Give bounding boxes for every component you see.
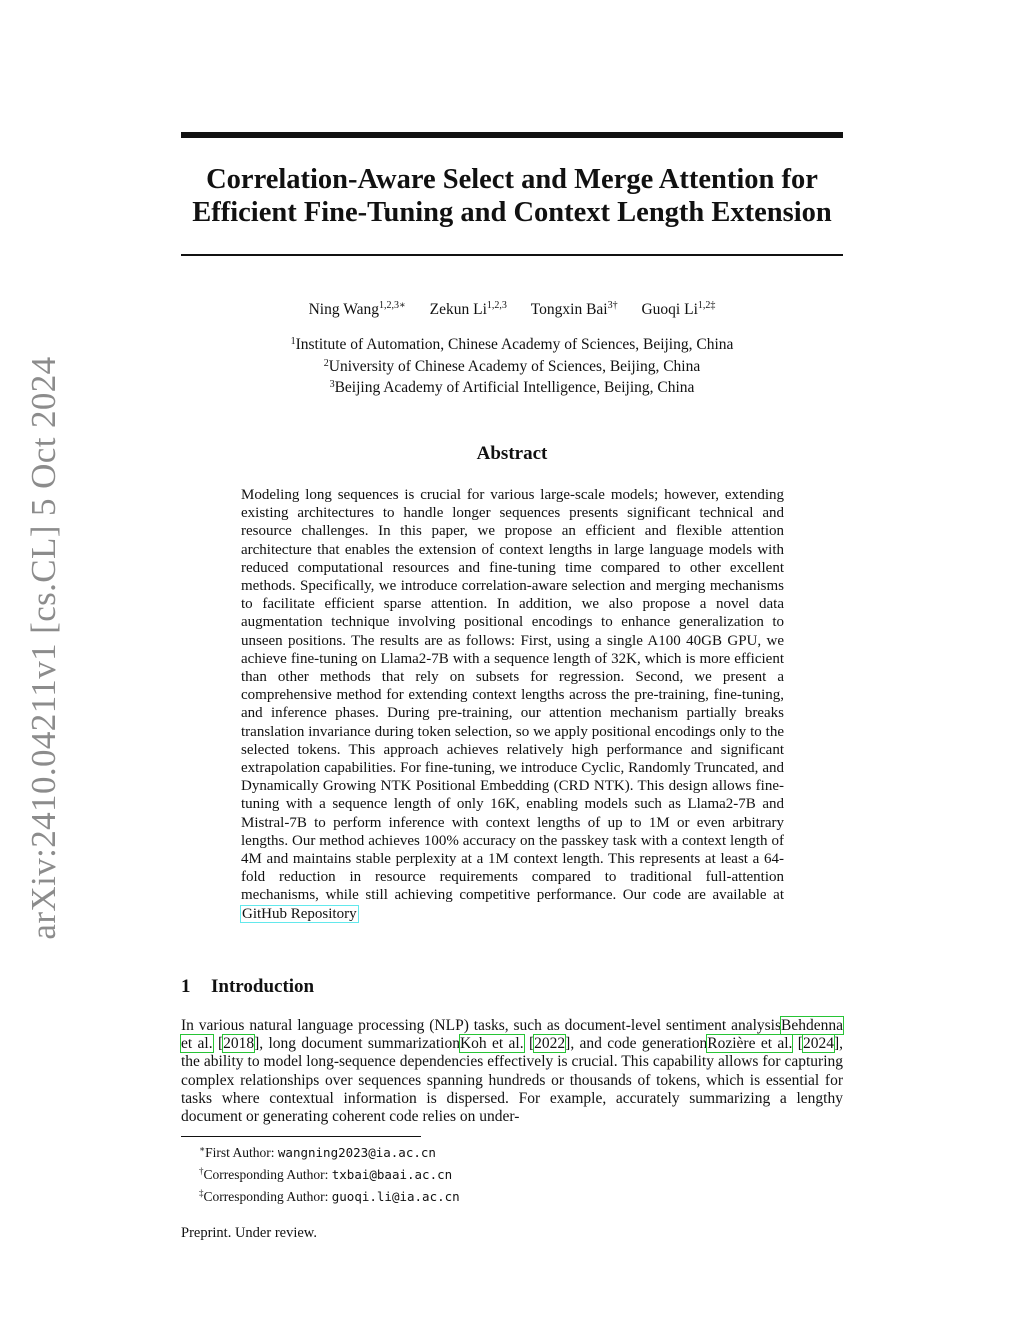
footnote-label: Corresponding Author:	[203, 1189, 329, 1204]
abstract-body-text: Modeling long sequences is crucial for various large-scale models; however, extending existing architectures to handle longer sequences presents significant technical and resource challenges. In this paper, we propose an efficient and flexible attention architecture that enables the extension of context lengths in large language models with reduced computational resources and fine-tuning time compared to other excellent methods. Specifically, we introduce correlation-aware selection and merging mechanisms to facilitate efficient sparse attention. In addition, we also propose a novel data augmentation technique involving positional encodings to enhance generalization to unseen positions. The results are as follows: First, using a single A100 40GB GPU, we achieve fine-tuning on Llama2-7B with a sequence length of 32K, which is more efficient than other methods that rely on subsets for regression. Second, we present a comprehensive method for extending context lengths across the pre-training, fine-tuning, and inference phases. During pre-training, our attention mechanism partially breaks translation invariance during token selection, so we apply positional encodings only to the selected tokens. This approach achieves relatively high performance and significant extrapolation capabilities. For fine-tuning, we introduce Cyclic, Randomly Truncated, and Dynamically Growing NTK Positional Embedding (CRD NTK). This design allows fine-tuning with a sequence length of only 16K, enabling models such as Llama2-7B and Mistral-7B to perform inference with context lengths of up to 1M or even arbitrary lengths. Our method achieves 100% accuracy on the passkey task with a context length of 4M and maintains stable perplexity at a 1M context length. This represents at least a 64-fold reduction in resource requirements compared to traditional full-attention mechanisms, while still achieving competitive performance. Our code are available at	[241, 487, 784, 904]
affiliation-2	[181, 355, 843, 377]
abstract-heading: Abstract	[476, 443, 548, 464]
title-top-rule	[181, 132, 843, 138]
footnote-corresponding-author-2	[199, 1184, 839, 1206]
affiliation-list	[181, 333, 843, 398]
footnote-mark: ‡	[199, 1188, 204, 1198]
title-bottom-rule	[181, 254, 843, 256]
citation-behdenna-author-link[interactable]: Behdenna et al.	[181, 1017, 843, 1053]
author-tongxin-bai	[531, 296, 618, 320]
intro-text: , long document summarization	[259, 1035, 460, 1053]
abstract-text	[241, 486, 784, 923]
arxiv-identifier-stamp[interactable]: arXiv:2410.04211v1 [cs.CL] 5 Oct 2024	[24, 356, 63, 940]
footnote-list	[199, 1140, 839, 1206]
citation-roziere-year-link[interactable]: 2024	[802, 1035, 834, 1053]
citation-koh-author-link[interactable]: Koh et al.	[459, 1035, 524, 1053]
affiliation-3	[181, 376, 843, 398]
footnote-first-author	[199, 1140, 839, 1162]
title-line-2: Efficient Fine-Tuning and Context Length Extension	[192, 197, 832, 228]
affiliation-text: Beijing Academy of Artificial Intelligence, Beijing, China	[334, 379, 695, 396]
footnote-mark: ∗	[199, 1144, 206, 1154]
affiliation-1	[181, 333, 843, 355]
footnote-email: guoqi.li@ia.ac.cn	[331, 1189, 460, 1204]
affiliation-text: Institute of Automation, Chinese Academy of Sciences, Beijing, China	[295, 336, 734, 353]
author-guoqi-li	[641, 296, 715, 320]
section-heading-introduction	[181, 976, 843, 998]
section-title: Introduction	[211, 976, 315, 997]
citation-koh-year-link[interactable]: 2022	[534, 1035, 566, 1053]
affiliation-mark: 1	[290, 336, 296, 347]
intro-text: In various natural language processing (NLP) tasks, such as document-level sentiment analysis	[181, 1017, 782, 1034]
paper-title	[181, 163, 843, 229]
footnote-rule	[181, 1136, 421, 1137]
preprint-notice: Preprint. Under review.	[181, 1225, 317, 1241]
affiliation-mark: 3	[329, 379, 335, 390]
citation-roziere-author-link[interactable]: Rozière et al.	[707, 1035, 793, 1053]
author-name: Guoqi Li	[641, 301, 698, 318]
author-ning-wang	[309, 296, 406, 320]
intro-text: , and code generation	[570, 1035, 708, 1053]
footnote-label: Corresponding Author:	[203, 1167, 329, 1182]
author-zekun-li	[430, 296, 507, 320]
citation-behdenna-year-link[interactable]: 2018	[223, 1035, 255, 1053]
footnote-label: First Author:	[205, 1145, 275, 1160]
github-repository-link[interactable]: GitHub Repository	[242, 905, 357, 922]
affiliation-mark: 2	[323, 357, 329, 369]
footnote-email: txbai@baai.ac.cn	[331, 1167, 453, 1182]
title-line-1: Correlation-Aware Select and Merge Attention for	[206, 164, 818, 195]
author-affiliation-marks: 1,2‡	[697, 300, 716, 311]
intro-text: , the ability to model long-sequence dependencies effectively is crucial. This capability allows for capturing complex relationships over sequences spanning hundreds or thousands of tokens, which is essential for tasks where contextual information is dispersed. For example, accurately summarizing a lengthy document or generating coherent code relies on under-	[181, 1035, 843, 1126]
author-name: Ning Wang	[308, 301, 379, 318]
author-name: Zekun Li	[429, 301, 487, 318]
author-affiliation-marks: 3†	[607, 300, 618, 311]
author-list	[181, 296, 843, 320]
affiliation-text: University of Chinese Academy of Sciences, Beijing, China	[328, 357, 701, 375]
footnote-mark: †	[199, 1166, 204, 1176]
footnote-email: wangning2023@ia.ac.cn	[277, 1145, 436, 1160]
introduction-paragraph: In various natural language processing (NLP) tasks, such as document-level sentiment analysisBehdenna et al. [2018], long document summarizationKoh et al. [2022], and code generationRozière et al. [2024], the ability to model long-sequence dependencies effectively is crucial. This capability allows for capturing complex relationships over sequences spanning hundreds or thousands of tokens, which is essential for tasks where contextual information is dispersed. For example, accurately summarizing a lengthy document or generating coherent code relies on under-	[181, 1017, 843, 1126]
author-affiliation-marks: 1,2,3	[486, 300, 507, 311]
section-number: 1	[181, 976, 191, 997]
author-name: Tongxin Bai	[530, 301, 608, 318]
author-affiliation-marks: 1,2,3∗	[378, 300, 406, 311]
footnote-corresponding-author-1	[199, 1162, 839, 1184]
